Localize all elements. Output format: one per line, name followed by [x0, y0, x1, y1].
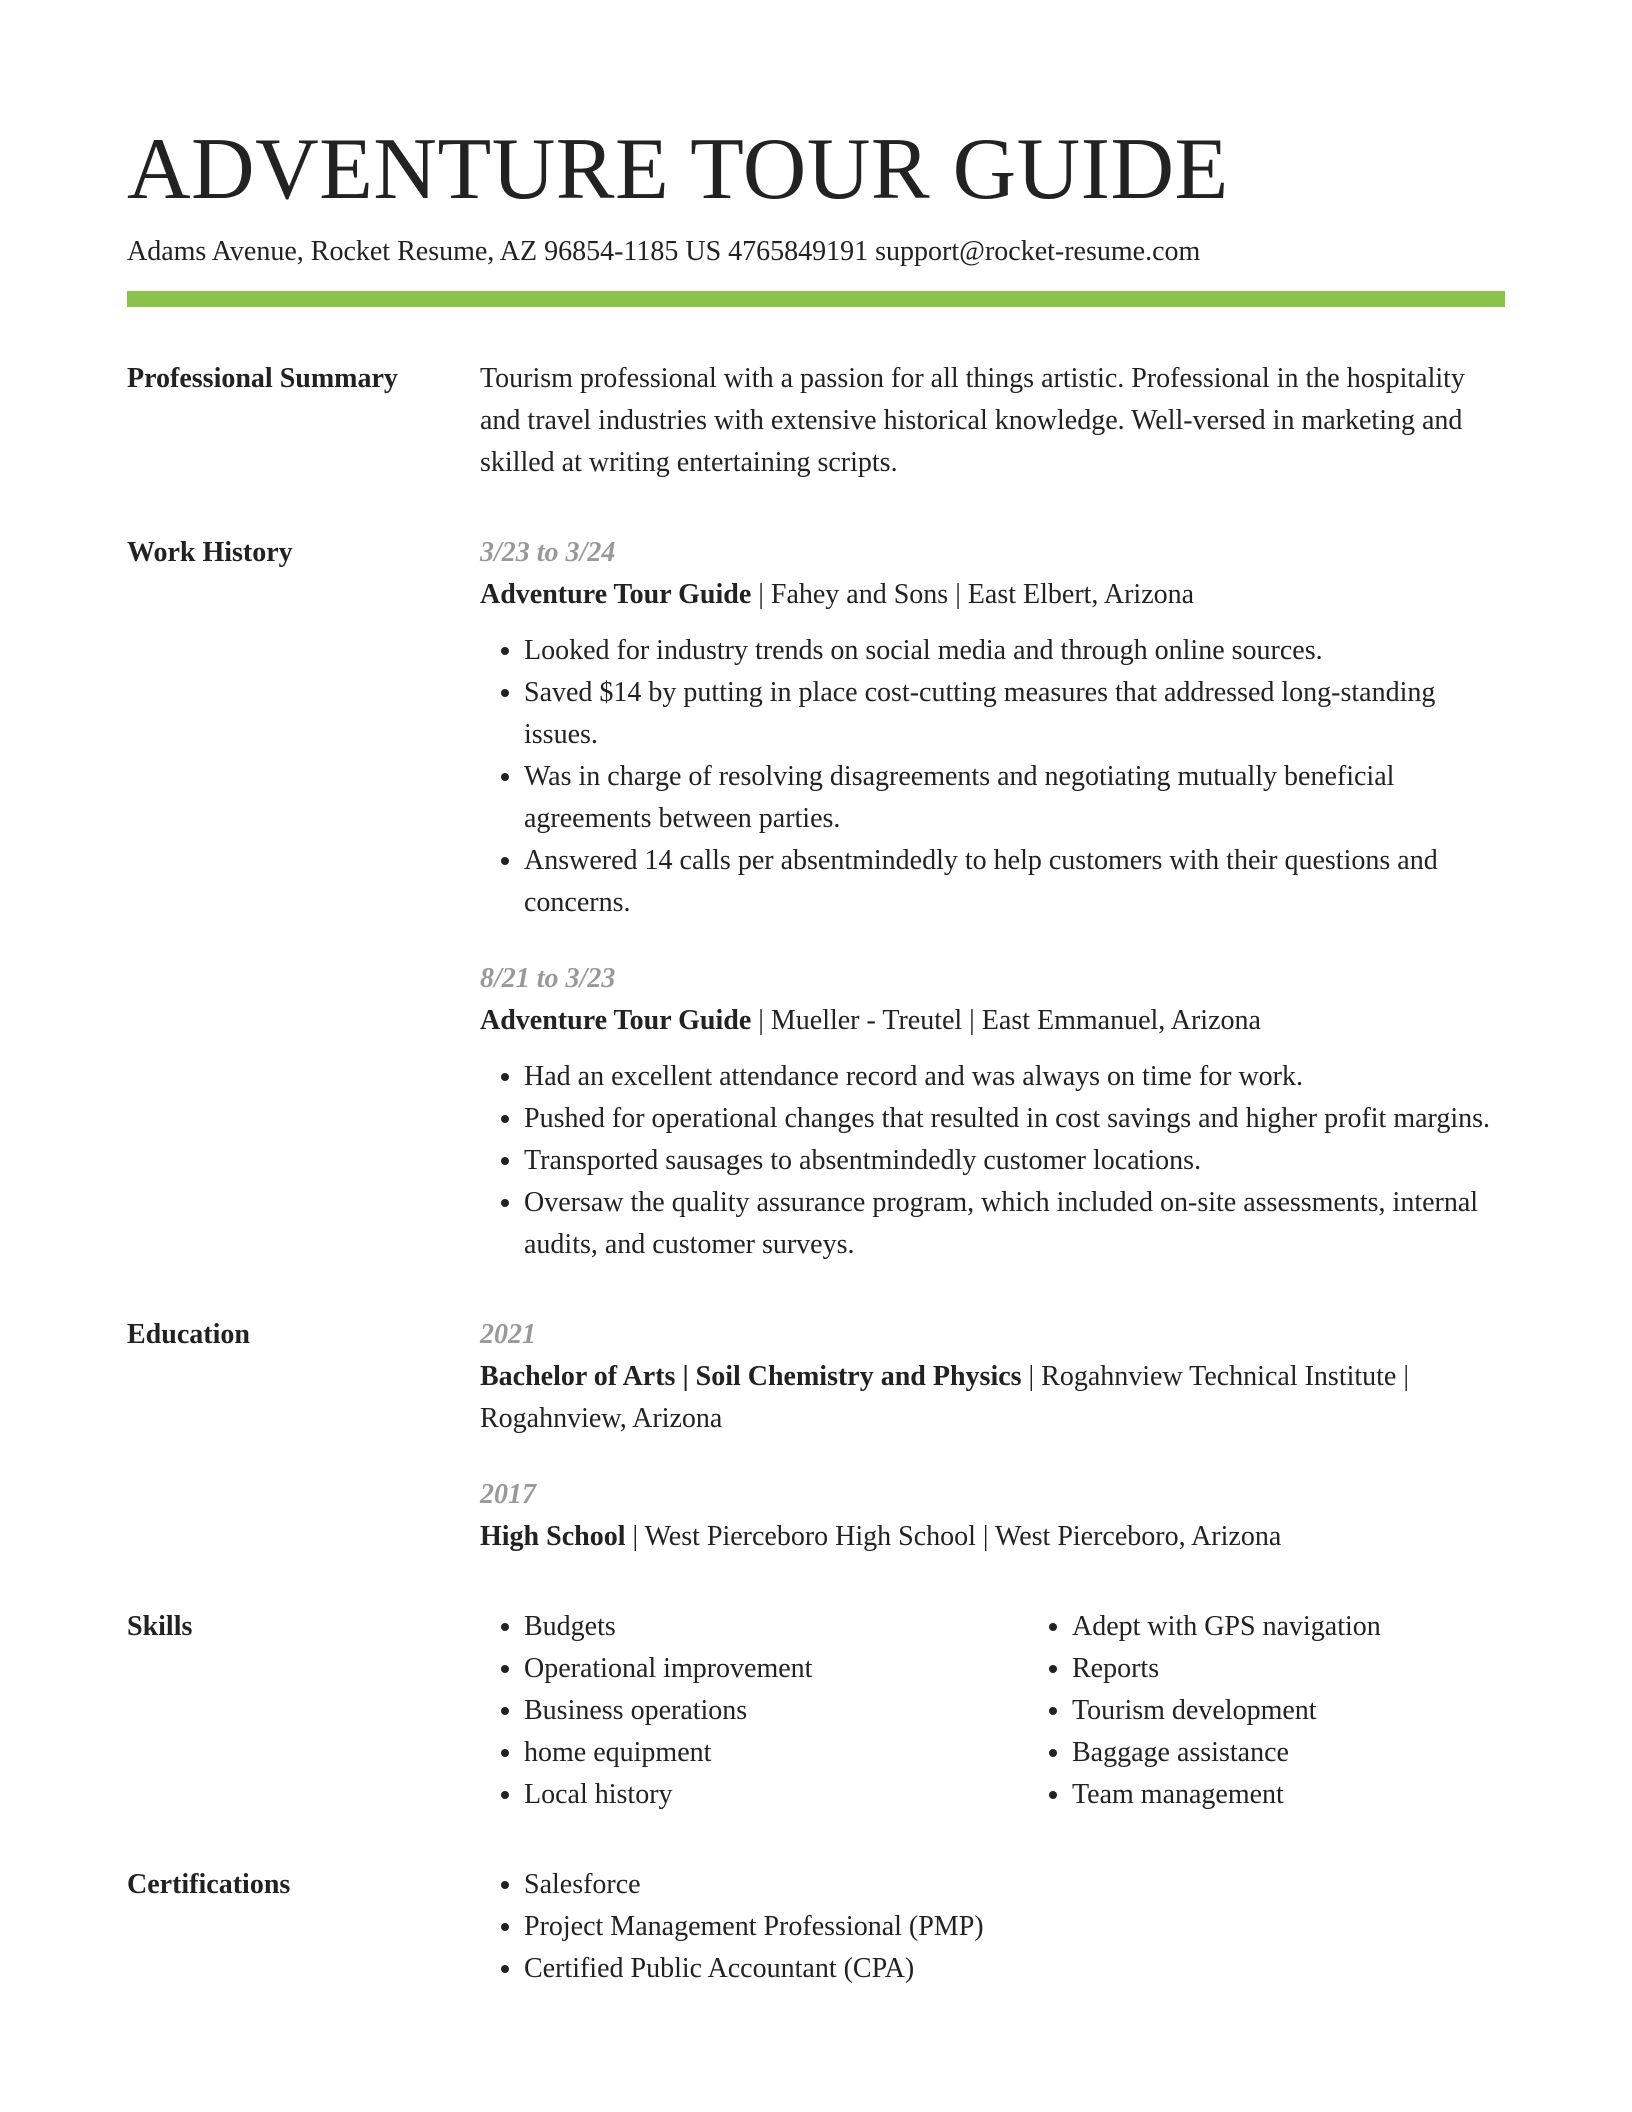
job-bullet: • Answered 14 calls per absentmindedly to help customers with their questions and concerns. — [524, 840, 1505, 924]
skill-item: • Business operations — [524, 1690, 1028, 1732]
job-entry — [480, 958, 1505, 1266]
education-content — [480, 1314, 1505, 1558]
certification-item: • Salesforce — [524, 1864, 1505, 1906]
contact-info: Adams Avenue, Rocket Resume, AZ 96854-1185 US 4765849191 support@rocket-resume.com — [127, 236, 1201, 267]
job-dates: 3/23 to 3/24 — [480, 537, 616, 568]
certifications-heading: Certifications — [127, 1869, 291, 1900]
skill-item: • home equipment — [524, 1732, 1028, 1774]
skill-item: • Team management — [1072, 1774, 1576, 1816]
skills-heading: Skills — [127, 1611, 193, 1642]
certifications-list — [480, 1864, 1505, 1990]
summary-section — [127, 358, 1505, 484]
education-section — [127, 1314, 1505, 1558]
work-history-section — [127, 532, 1505, 1266]
job-bullet: • Had an excellent attendance record and was always on time for work. — [524, 1056, 1505, 1098]
education-heading: Education — [127, 1319, 250, 1350]
work-history-heading: Work History — [127, 537, 293, 568]
education-degree-line — [480, 1516, 1505, 1558]
job-bullets — [480, 1056, 1505, 1266]
job-details: | Fahey and Sons | East Elbert, Arizona — [751, 579, 1195, 610]
job-title: Adventure Tour Guide — [480, 1005, 752, 1036]
job-bullet: • Looked for industry trends on social media and through online sources. — [524, 630, 1505, 672]
education-degree: Bachelor of Arts | Soil Chemistry and Physics — [480, 1361, 1022, 1392]
certification-item: • Certified Public Accountant (CPA) — [524, 1948, 1505, 1990]
skill-item: • Reports — [1072, 1648, 1576, 1690]
job-bullet: • Saved $14 by putting in place cost-cutting measures that addressed long-standing issues. — [524, 672, 1505, 756]
certification-item: • Project Management Professional (PMP) — [524, 1906, 1505, 1948]
education-details: | West Pierceboro High School | West Pierceboro, Arizona — [625, 1521, 1282, 1552]
skill-item: • Adept with GPS navigation — [1072, 1606, 1576, 1648]
accent-divider — [127, 291, 1505, 307]
skill-item: • Baggage assistance — [1072, 1732, 1576, 1774]
job-dates: 8/21 to 3/23 — [480, 963, 616, 994]
skills-section — [127, 1606, 1505, 1816]
skill-item: • Budgets — [524, 1606, 1028, 1648]
job-role — [480, 574, 1505, 616]
certifications-section — [127, 1864, 1505, 1990]
job-bullet: • Pushed for operational changes that resulted in cost savings and higher profit margins. — [524, 1098, 1505, 1140]
education-year: 2021 — [480, 1319, 536, 1350]
job-role — [480, 1000, 1505, 1042]
skills-column-left — [480, 1606, 1028, 1816]
skill-item: • Local history — [524, 1774, 1028, 1816]
resume-page — [127, 0, 1505, 1990]
education-entry — [480, 1474, 1505, 1558]
job-bullet: • Oversaw the quality assurance program, which included on-site assessments, internal audits, and customer surveys. — [524, 1182, 1505, 1266]
job-bullet: • Transported sausages to absentmindedly customer locations. — [524, 1140, 1505, 1182]
skill-item: • Operational improvement — [524, 1648, 1028, 1690]
education-entry — [480, 1314, 1505, 1440]
job-bullet: • Was in charge of resolving disagreements and negotiating mutually beneficial agreements between parties. — [524, 756, 1505, 840]
job-title: Adventure Tour Guide — [480, 579, 752, 610]
skills-column-right — [1028, 1606, 1576, 1816]
job-entry — [480, 532, 1505, 924]
education-details: | Rogahnview Technical Institute | Rogahnview, Arizona — [480, 1361, 1409, 1434]
job-bullets — [480, 630, 1505, 924]
summary-text: Tourism professional with a passion for all things artistic. Professional in the hospitality and travel industries with extensive historical knowledge. Well-versed in marketing and skilled at writing entertaining scripts. — [480, 363, 1465, 478]
skills-list — [480, 1606, 1576, 1816]
candidate-name: ADVENTURE TOUR GUIDE — [127, 121, 1229, 218]
summary-heading: Professional Summary — [127, 363, 398, 394]
job-details: | Mueller - Treutel | East Emmanuel, Arizona — [751, 1005, 1261, 1036]
education-degree: High School — [480, 1521, 626, 1552]
skill-item: • Tourism development — [1072, 1690, 1576, 1732]
education-degree-line — [480, 1356, 1505, 1440]
education-year: 2017 — [480, 1479, 536, 1510]
work-history-content — [480, 532, 1505, 1266]
certifications-items — [480, 1864, 1505, 1990]
